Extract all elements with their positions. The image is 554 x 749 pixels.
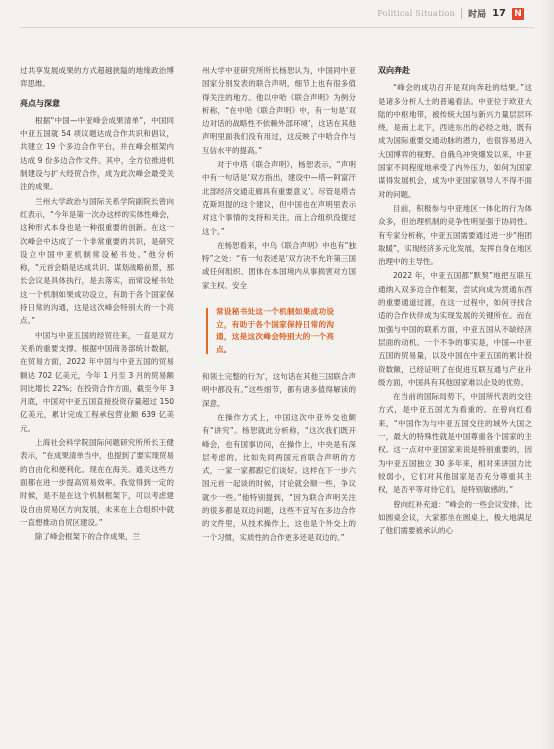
magazine-logo-icon: N (512, 8, 524, 20)
section-heading: 亮点与深意 (20, 98, 60, 108)
header-divider (461, 8, 462, 19)
paragraph: 除了峰会框架下的合作成果，兰 (35, 532, 140, 542)
paragraph: 上海社会科学院国际问题研究所所长王健表示，“在成果清单当中，也提到了要实现贸易的自由化和便利化。现在在海关、通关这些方面都在进一步提高贸易效率。我觉得到一定的时候，是不是在这个机制框架下，可以考虑建设自由贸易区方向发展，未来在上合组织中就一直想推动自贸区建设。” (20, 438, 174, 527)
paragraph: 对于中塔《联合声明》，杨恕表示，“声明中有一句话是‘双方指出，建设中—塔—阿富汗北部经济交通走廊具有重要意义’。尽管是塔吉克斯坦提的这个建议，但中国也在声明里表示对这个事情的支持和关注，而上合组织没提过这个。” (202, 160, 356, 236)
paragraph: 在操作方式上，中国这次中亚外交也颇有“讲究”。杨恕就此分析称，“这次我们既开峰会，也有国事访问，在操作上，中央是有深层考虑的。比如先同两国元首联合声明的方式，一家一家都跟它们谈好。这样在下一步六国元首一起谈的时候，讨论就会顺一些，争议就少一些。”他特别提到，“因为联合声明关注的很多都是双边问题，这些不宜写在多边合作的文件里，从技术操作上，这也是个外交上的一个习惯，实质性的合作更多还是双边的。” (202, 412, 356, 542)
section-title-en: Political Situation (377, 9, 456, 18)
article-column-1 (20, 64, 174, 544)
pull-quote: 常设秘书处这一个机制如果成功设立，有助于各个国家保持日常的沟通，这是这次峰会特别大的一个亮点。 (216, 306, 334, 356)
paragraph: 中国与中亚五国的经贸往来，一直是双方关系的重要支撑。根据中国商务部统计数据，在贸易方面，2022 年中国与中亚五国的贸易额达 702 亿美元，今年 1 月至 3 月的贸易额同比增长 22%；在投资合作方面，截至今年 3 月底，中国对中亚五国直接投资存量超过 150 亿美元，累计完成工程承包营业额 639 亿美元。 (20, 330, 174, 433)
paragraph: 2022 年，中亚五国都“默契”地把互联互通纳入双多边合作框架，尝试向成为贯通东西的重要通道过渡，在这一过程中，如何寻找合适的合作伙伴成为实现发展的关键所在。而在加强与中国的联系方面，中亚五国从不缺经济层面的动机。一个不争的事实是，中国—中亚五国的贸易量，以及中国在中亚五国的累计投资数额，已经证明了在促进互联互通与产业升级方面，中国具有其他国家难以企及的优势。 (378, 271, 532, 387)
header-rule (20, 27, 534, 28)
page-header (0, 0, 554, 30)
article-column-2 (202, 64, 356, 545)
paragraph: 根据“中国—中亚峰会成果清单”，中国同中亚五国就 54 项议题达成合作共识和倡议，共建立 19 个多边合作平台，并在峰会框架内达成 9 份多边合作文件。其中，全方位推进机制建设与扩大经贸合作，成为此次峰会最受关注的成果。 (20, 115, 174, 192)
header-label-group (377, 7, 524, 20)
paragraph: 兰州大学政治与国际关系学院副院长曾向红表示，“今年是第一次办这样的实体性峰会，这种形式本身也是一种很重要的创新。在这一次峰会中达成了一个非常重要的共识，是研究设立中国中亚机制常设秘书处。”他分析称，“元首会晤是达成共识、谋划战略前景，那长会议是具体执行，是去落实，而常设秘书处这一个机制如果成功设立，有助于各个国家保持日常的沟通，这是这次峰会特别大的一个亮点。” (20, 196, 174, 326)
paragraph: 过共享发展成果的方式超越狭隘的地缘政治博弈思维。 (20, 66, 174, 89)
paragraph: 在当前的国际局势下，中国所代表的交往方式，是中亚五国尤为看重的。在曾向红看来，“中国作为与中亚五国交往的域外大国之一，最大的特殊性就是中国尊重各个国家的主权。这一点对中亚国家来说是特别重要的，因为中亚五国独立 30 多年来，相对来讲国力比较弱小，它们对其他国家是否充分尊重其主权，是否平等对待它们，是特别敏感的。” (378, 392, 532, 495)
section-heading: 双向奔赴 (378, 66, 410, 75)
article-column-3 (378, 64, 532, 538)
paragraph: 曾向红补充道：“峰会的一些会议安排，比如圆桌会议，大家都坐在圆桌上，极大地满足了他们需要被承认的心 (378, 499, 532, 536)
paragraph: 在杨恕看来，中乌《联合声明》中也有“独特”之处：“有一句表述是‘双方决不允许第三国或任何组织、团体在本国境内从事损害对方国家主权、安全 (202, 240, 356, 290)
page-number: 17 (492, 8, 506, 19)
paragraph: “峰会的成功召开是双向奔赴的结果。”这是诸多分析人士的普遍看法。中亚位于欧亚大陆的中枢地带，被传统大国与新兴力量层层环绕，是南上北下，西进东出的必经之地，既有成为国际重要交通动脉的潜力，也很容易进入大国博弈的视野。自俄乌冲突爆发以来，中亚国家不同程度地承受了内外压力，如何为国家谋得发展机会，成为中亚国家领导人不得不面对的问题。 (378, 83, 532, 199)
paragraph: 和领土完整的行为’，这句话在其他三国联合声明中都没有。”这些细节，都有诸多值得解读的深意。 (202, 372, 356, 408)
page-edge-shadow (540, 0, 554, 749)
paragraph: 目前，积极参与中亚地区一体化的行为体众多，但治理机制的竞争性明显强于协同性。有专家分析称，中亚五国需要通过进一步“抱团取暖”，实现经济多元化发展，发挥自身在地区治理中的主导性。 (378, 203, 532, 267)
paragraph: 州大学中亚研究所所长杨恕认为，中国同中亚国家分别发表的联合声明，细节上也有很多值得关注的地方。他以中哈《联合声明》为例分析称，“在中哈《联合声明》中，有一句是‘双边对话的战略性不依赖外部环境’，这话在其他声明里面我们没有用过，这反映了中哈合作与互信水平的提高。” (202, 66, 356, 155)
section-title-cn: 时局 (468, 10, 487, 20)
